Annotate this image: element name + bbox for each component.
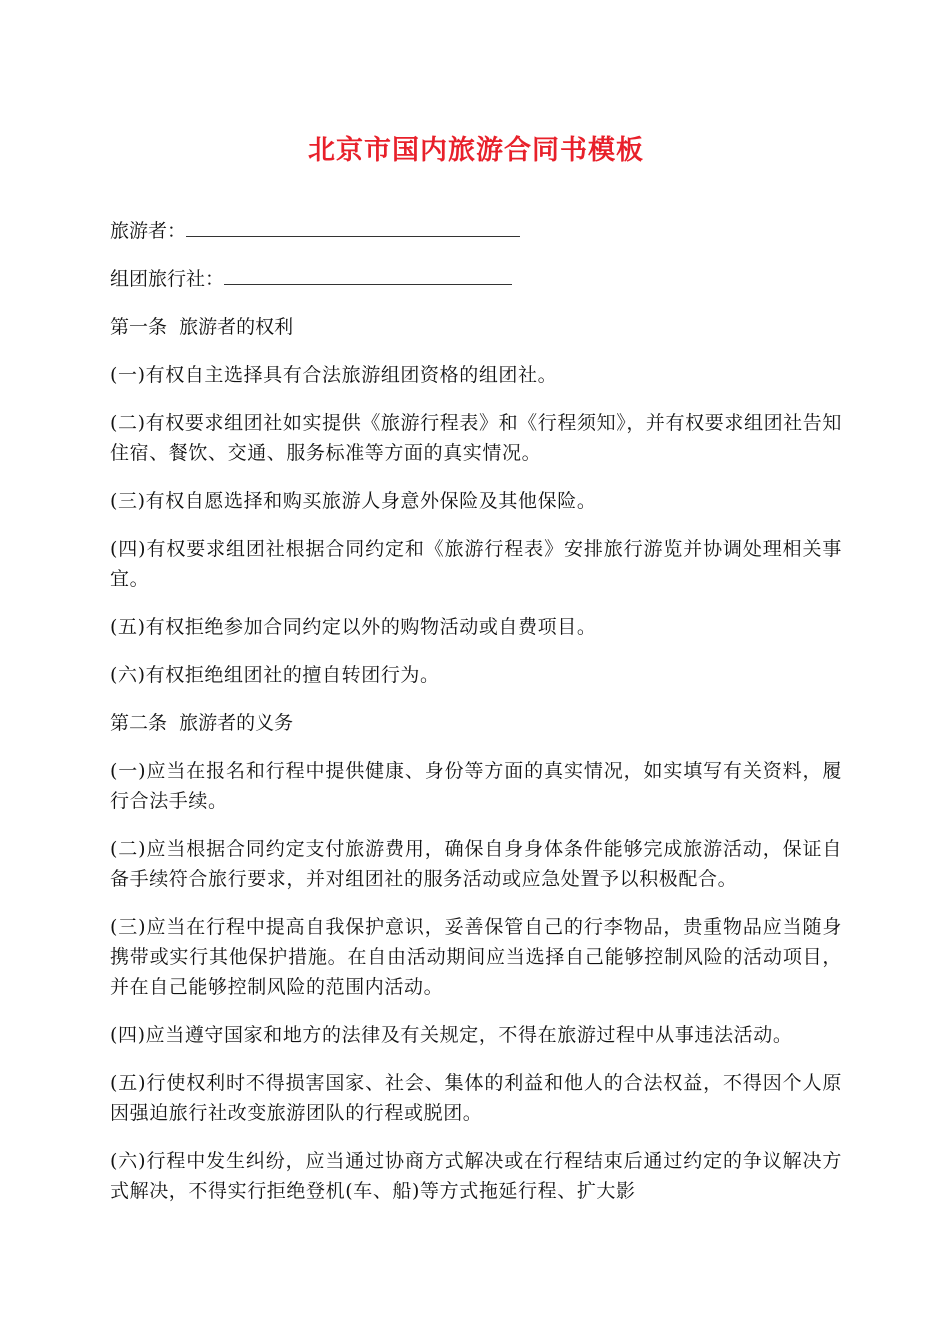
- traveler-blank-line[interactable]: [186, 218, 520, 237]
- agency-field: [110, 264, 842, 294]
- clause-rights-4: (四)有权要求组团社根据合同约定和《旅游行程表》安排旅行游览并协调处理相关事宜。: [110, 538, 842, 590]
- agency-blank-line[interactable]: [224, 266, 512, 285]
- clause-obligations-2: (二)应当根据合同约定支付旅游费用，确保自身身体条件能够完成旅游活动，保证自备手续符合旅行要求，并对组团社的服务活动或应急处置予以积极配合。: [110, 838, 842, 890]
- clause-obligations-3: (三)应当在行程中提高自我保护意识，妥善保管自己的行李物品，贵重物品应当随身携带或实行其他保护措施。在自由活动期间应当选择自己能够控制风险的活动项目，并在自己能够控制风险的范围内活动。: [110, 916, 842, 998]
- clause-obligations-4: (四)应当遵守国家和地方的法律及有关规定，不得在旅游过程中从事违法活动。: [110, 1024, 793, 1046]
- clause-rights-3: (三)有权自愿选择和购买旅游人身意外保险及其他保险。: [110, 490, 597, 512]
- clause-rights-1: (一)有权自主选择具有合法旅游组团资格的组团社。: [110, 364, 558, 386]
- clause-obligations-5: (五)行使权利时不得损害国家、社会、集体的利益和他人的合法权益，不得因个人原因强迫旅行社改变旅游团队的行程或脱团。: [110, 1072, 842, 1124]
- agency-label: 组团旅行社：: [110, 268, 225, 290]
- article-heading-obligations: 第二条 旅游者的义务: [110, 712, 294, 734]
- document-body: [110, 216, 842, 1224]
- clause-obligations-1: (一)应当在报名和行程中提供健康、身份等方面的真实情况，如实填写有关资料，履行合法手续。: [110, 760, 842, 812]
- clause-obligations-6: (六)行程中发生纠纷，应当通过协商方式解决或在行程结束后通过约定的争议解决方式解决，不得实行拒绝登机(车、船)等方式拖延行程、扩大影: [110, 1150, 842, 1202]
- document-title: 北京市国内旅游合同书模板: [308, 135, 644, 166]
- clause-rights-2: (二)有权要求组团社如实提供《旅游行程表》和《行程须知》，并有权要求组团社告知住宿、餐饮、交通、服务标准等方面的真实情况。: [110, 412, 842, 464]
- clause-rights-6: (六)有权拒绝组团社的擅自转团行为。: [110, 664, 440, 686]
- clause-rights-5: (五)有权拒绝参加合同约定以外的购物活动或自费项目。: [110, 616, 597, 638]
- traveler-label: 旅游者：: [110, 220, 187, 242]
- article-heading-rights: 第一条 旅游者的权利: [110, 316, 294, 338]
- traveler-field: [110, 216, 842, 246]
